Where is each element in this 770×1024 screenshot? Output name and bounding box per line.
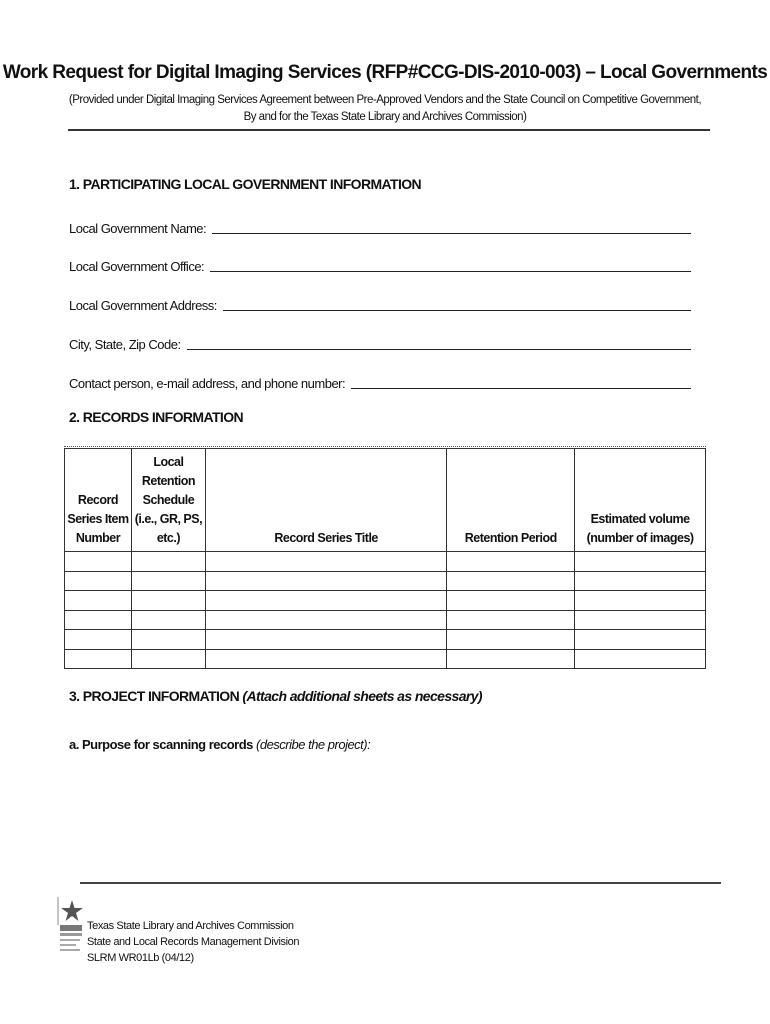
cell-retention-period[interactable] — [447, 552, 575, 572]
contact-person-row — [69, 371, 691, 391]
city-state-zip-row — [69, 332, 691, 352]
section-3-heading-note: (Attach additional sheets as necessary) — [242, 688, 482, 704]
records-table-body — [65, 552, 706, 669]
page-subtitle — [0, 92, 770, 126]
local-government-name-label: Local Government Name: — [69, 221, 207, 236]
section-3-heading — [69, 688, 482, 704]
cell-record-series-item-number[interactable] — [65, 610, 132, 630]
cell-record-series-item-number[interactable] — [65, 571, 132, 591]
cell-retention-period[interactable] — [447, 571, 575, 591]
local-government-office-label: Local Government Office: — [69, 259, 205, 274]
footer — [87, 918, 299, 966]
cell-record-series-title[interactable] — [205, 630, 446, 650]
local-government-address-row — [69, 293, 691, 313]
local-government-office-field[interactable] — [210, 270, 691, 272]
cell-record-series-title[interactable] — [205, 591, 446, 611]
cell-retention-period[interactable] — [447, 630, 575, 650]
column-header-estimated-volume: Estimated volume (number of images) — [575, 449, 706, 552]
city-state-zip-label: City, State, Zip Code: — [69, 337, 181, 352]
city-state-zip-field[interactable] — [187, 348, 691, 350]
local-government-address-field[interactable] — [223, 309, 691, 311]
footer-line-1: Texas State Library and Archives Commission — [87, 920, 294, 932]
cell-estimated-volume[interactable] — [575, 630, 706, 650]
table-top-divider — [64, 446, 706, 447]
local-government-name-row — [69, 216, 691, 236]
column-header-record-series-item-number: Record Series Item Number — [65, 449, 132, 552]
table-row — [65, 571, 706, 591]
table-row — [65, 591, 706, 611]
cell-local-retention-schedule[interactable] — [131, 552, 205, 572]
cell-record-series-title[interactable] — [205, 552, 446, 572]
cell-estimated-volume[interactable] — [575, 649, 706, 669]
cell-estimated-volume[interactable] — [575, 610, 706, 630]
footer-line-2: State and Local Records Management Division — [87, 936, 300, 948]
column-header-record-series-title: Record Series Title — [205, 449, 446, 552]
section-3-heading-text: 3. PROJECT INFORMATION — [69, 688, 240, 704]
cell-record-series-item-number[interactable] — [65, 552, 132, 572]
page-title: Work Request for Digital Imaging Services (RFP#CCG-DIS-2010-003) – Local Governments — [2, 62, 768, 83]
records-table-header-row — [65, 449, 706, 552]
cell-local-retention-schedule[interactable] — [131, 591, 205, 611]
local-government-address-label: Local Government Address: — [69, 298, 217, 313]
table-row — [65, 649, 706, 669]
purpose-prompt — [69, 737, 370, 752]
cell-retention-period[interactable] — [447, 649, 575, 669]
table-row — [65, 552, 706, 572]
purpose-hint: (describe the project): — [256, 737, 371, 752]
cell-record-series-title[interactable] — [205, 610, 446, 630]
section-2-heading: 2. RECORDS INFORMATION — [69, 409, 243, 425]
header-divider — [68, 129, 710, 131]
table-row — [65, 630, 706, 650]
cell-estimated-volume[interactable] — [575, 552, 706, 572]
table-row — [65, 610, 706, 630]
purpose-text-area[interactable] — [69, 760, 709, 870]
section-1-heading: 1. PARTICIPATING LOCAL GOVERNMENT INFORMATION — [69, 176, 422, 192]
footer-divider — [80, 882, 721, 884]
column-header-local-retention-schedule: Local Retention Schedule (i.e., GR, PS, etc.) — [131, 449, 205, 552]
cell-local-retention-schedule[interactable] — [131, 571, 205, 591]
footer-line-3: SLRM WR01Lb (04/12) — [87, 952, 194, 964]
cell-record-series-title[interactable] — [205, 649, 446, 669]
subtitle-line-2: By and for the Texas State Library and Archives Commission) — [243, 111, 527, 123]
subtitle-line-1: (Provided under Digital Imaging Services Agreement between Pre-Approved Vendors and the State Council on Competitive Government, — [68, 94, 702, 106]
cell-estimated-volume[interactable] — [575, 571, 706, 591]
contact-person-label: Contact person, e-mail address, and phone number: — [69, 376, 346, 391]
cell-record-series-item-number[interactable] — [65, 630, 132, 650]
contact-person-field[interactable] — [351, 387, 691, 389]
tslac-star-logo-icon — [56, 895, 84, 960]
cell-retention-period[interactable] — [447, 610, 575, 630]
local-government-office-row — [69, 254, 691, 274]
purpose-label: a. Purpose for scanning records — [69, 737, 253, 752]
cell-record-series-item-number[interactable] — [65, 591, 132, 611]
cell-local-retention-schedule[interactable] — [131, 630, 205, 650]
cell-local-retention-schedule[interactable] — [131, 610, 205, 630]
cell-local-retention-schedule[interactable] — [131, 649, 205, 669]
cell-record-series-title[interactable] — [205, 571, 446, 591]
column-header-retention-period: Retention Period — [447, 449, 575, 552]
local-government-name-field[interactable] — [212, 232, 691, 234]
records-table — [64, 448, 706, 669]
cell-estimated-volume[interactable] — [575, 591, 706, 611]
cell-retention-period[interactable] — [447, 591, 575, 611]
cell-record-series-item-number[interactable] — [65, 649, 132, 669]
